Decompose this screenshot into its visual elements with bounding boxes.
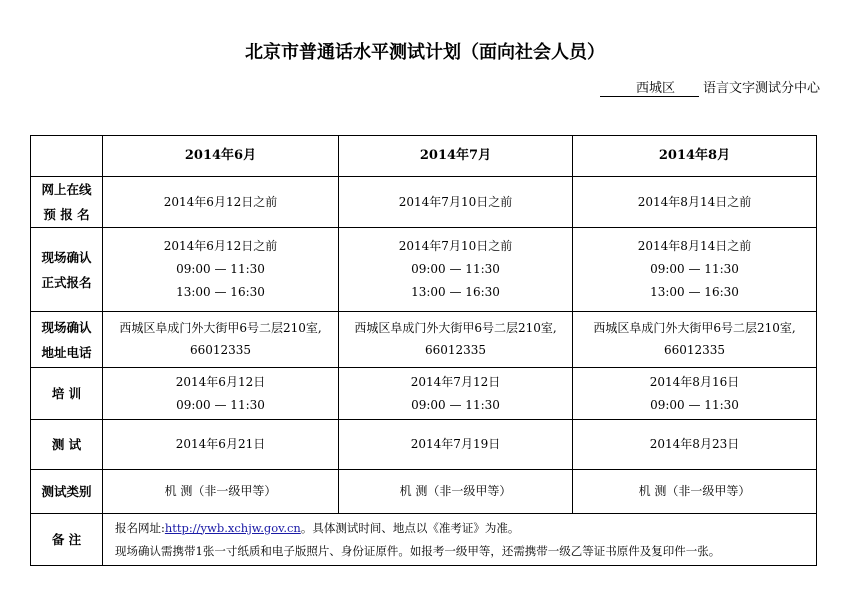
row-label: 现场确认 地址电话 xyxy=(31,312,103,368)
row-label: 测试类别 xyxy=(31,470,103,514)
row-label: 培 训 xyxy=(31,368,103,420)
table-row-onsite xyxy=(31,228,817,312)
table-cell: 西城区阜成门外大街甲6号二层210室, 66012335 xyxy=(339,312,573,368)
row-label: 现场确认 正式报名 xyxy=(31,228,103,312)
table-cell: 2014年6月12日之前 09:00 — 11:30 13:00 — 16:30 xyxy=(103,228,339,312)
table-cell: 2014年8月16日 09:00 — 11:30 xyxy=(573,368,817,420)
table-cell: 西城区阜成门外大街甲6号二层210室, 66012335 xyxy=(103,312,339,368)
column-header: 2014年7月 xyxy=(339,136,573,177)
column-header: 2014年6月 xyxy=(103,136,339,177)
row-label: 测 试 xyxy=(31,420,103,470)
table-row-notes xyxy=(31,514,817,566)
table-cell: 2014年6月21日 xyxy=(103,420,339,470)
table-row-training xyxy=(31,368,817,420)
table-cell: 2014年8月23日 xyxy=(573,420,817,470)
table-cell: 机 测（非一级甲等） xyxy=(103,470,339,514)
corner-cell xyxy=(31,136,103,177)
center-name: 语言文字测试分中心 xyxy=(702,81,820,96)
page-title: 北京市普通话水平测试计划（面向社会人员） xyxy=(245,42,605,63)
table-cell: 2014年6月12日之前 xyxy=(103,177,339,228)
district-name: 西城区 xyxy=(600,77,699,97)
row-label: 网上在线 预 报 名 xyxy=(31,177,103,228)
column-header: 2014年8月 xyxy=(573,136,817,177)
subtitle xyxy=(600,77,820,97)
table-cell: 2014年7月10日之前 09:00 — 11:30 13:00 — 16:30 xyxy=(339,228,573,312)
table-row-test xyxy=(31,420,817,470)
table-cell: 2014年6月12日 09:00 — 11:30 xyxy=(103,368,339,420)
table-cell: 机 测（非一级甲等） xyxy=(573,470,817,514)
table-row-category xyxy=(31,470,817,514)
row-label: 备 注 xyxy=(31,514,103,566)
table-cell: 机 测（非一级甲等） xyxy=(339,470,573,514)
notes-cell: 报名网址:http://ywb.xchjw.gov.cn。具体测试时间、地点以《准考证》为准。 现场确认需携带1张一寸纸质和电子版照片、身份证原件。如报考一级甲等，还需携带一级乙等证书原件及复印件一张。 xyxy=(103,514,817,566)
table-cell: 2014年7月12日 09:00 — 11:30 xyxy=(339,368,573,420)
table-row-address xyxy=(31,312,817,368)
table-cell: 2014年8月14日之前 xyxy=(573,177,817,228)
table-row-online xyxy=(31,177,817,228)
header-row xyxy=(31,136,817,177)
table-cell: 西城区阜成门外大街甲6号二层210室, 66012335 xyxy=(573,312,817,368)
table-cell: 2014年7月19日 xyxy=(339,420,573,470)
table-cell: 2014年8月14日之前 09:00 — 11:30 13:00 — 16:30 xyxy=(573,228,817,312)
registration-link[interactable]: http://ywb.xchjw.gov.cn xyxy=(164,520,301,535)
table-cell: 2014年7月10日之前 xyxy=(339,177,573,228)
schedule-table xyxy=(30,135,817,566)
